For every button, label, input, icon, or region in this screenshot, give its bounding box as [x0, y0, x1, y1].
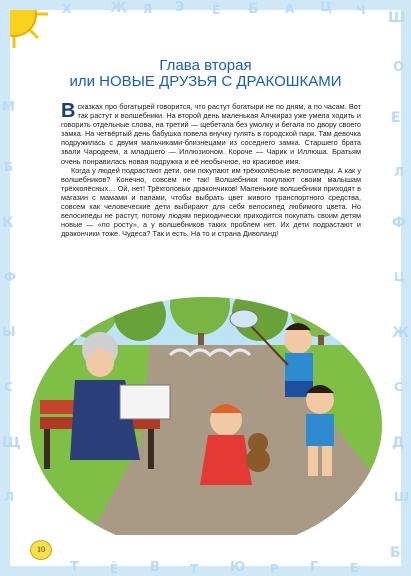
decor-letter: Ж [110, 0, 128, 16]
decor-letter: В [150, 560, 160, 575]
chapter-subtitle: или НОВЫЕ ДРУЗЬЯ С ДРАКОШКАМИ [69, 73, 342, 90]
decor-letter: Ы [2, 325, 16, 340]
decor-letter: Ш [388, 10, 406, 26]
decor-letter: А [285, 2, 295, 16]
decor-letter: Г [310, 560, 319, 575]
decor-letter: М [2, 100, 15, 115]
paragraph-1 [61, 102, 361, 166]
chapter-title: Глава вторая [159, 57, 252, 74]
page-number: 10 [30, 540, 52, 560]
decor-letter: Ё [212, 3, 221, 17]
decor-letter: Ц [320, 0, 333, 15]
story-text [61, 102, 361, 238]
decor-letter: Л [4, 490, 14, 504]
decor-letter: Т [190, 562, 199, 576]
decor-letter: О [393, 60, 405, 75]
decor-letter: Е [391, 110, 401, 126]
decor-letter: Б [248, 1, 259, 17]
decor-letter: С [4, 380, 13, 394]
decor-letter: Ё [110, 562, 119, 576]
decor-letter: Щ [2, 435, 21, 451]
decor-letter: Ц [394, 270, 406, 284]
decor-letter: Э [175, 0, 185, 15]
decor-letter: Е [350, 561, 359, 575]
decor-letter: Я [143, 2, 153, 16]
sun-icon [0, 0, 50, 50]
decor-letter: Д [392, 435, 405, 451]
decor-letter: Б [4, 160, 14, 174]
decor-letter: Л [394, 165, 404, 179]
paragraph-1-text: сказках про богатырей говорится, что растут богатыри не по дням, а по часам. Вот так растут и волшебники. На второй день маленькая Алчкираз уже умела ходить и говорить отдельные слова, на третий — щебетала без умолку и бегала по двору своего замка. На четвёртый день бабушка повела внучку гулять в городской парк. Там девочка подружилась с двумя мальчиками-близнецами из соседнего замка. Старшего брата звали Чародеем, а младшего — Иллюзионом. Короче — Чарик и Иллюша. Братьям очень понравилась новая подружка и её необычное, но красивое имя. [61, 102, 361, 166]
paragraph-2: Когда у людей подрастают дети, они покупают им трёхколёсные велосипеды. А как у волшебников? Конечно, совсем не так! Волшебники покупают своим малышам трёхколёсных… Ой, нет! Трёхголовых дракончиков! Маленькие волшебники приходят в магазин с мамами и папами, чтобы выбрать цвет живого транспортного средства, совсем как человеческие дети выбирают для себя велосипед любимого цвета. Но велосипеды не растут, потому людям периодически приходится покупать своим детям новые — «по росту», а у волшебников таких проблем нет. Их дети подрастают и дракончики тоже. Чудеса? Так и есть. На то и страна Диволанд! [61, 165, 361, 239]
decor-letter: Ч [356, 3, 366, 17]
decor-letter: Б [390, 545, 401, 561]
decor-letter: Р [270, 562, 279, 576]
decor-letter: Ю [230, 560, 246, 575]
decor-letter: Ф [392, 215, 406, 231]
decor-letter: К [2, 215, 14, 231]
decor-letter: Ф [4, 270, 16, 284]
decor-letter: Ш [394, 490, 409, 504]
decor-letter: С [394, 380, 403, 394]
park-scene-illustration [30, 285, 382, 535]
decor-letter: Т [70, 560, 79, 575]
drop-cap: В [61, 100, 76, 122]
decor-letter: Х [62, 2, 72, 16]
decor-letter: Ж [392, 325, 410, 341]
